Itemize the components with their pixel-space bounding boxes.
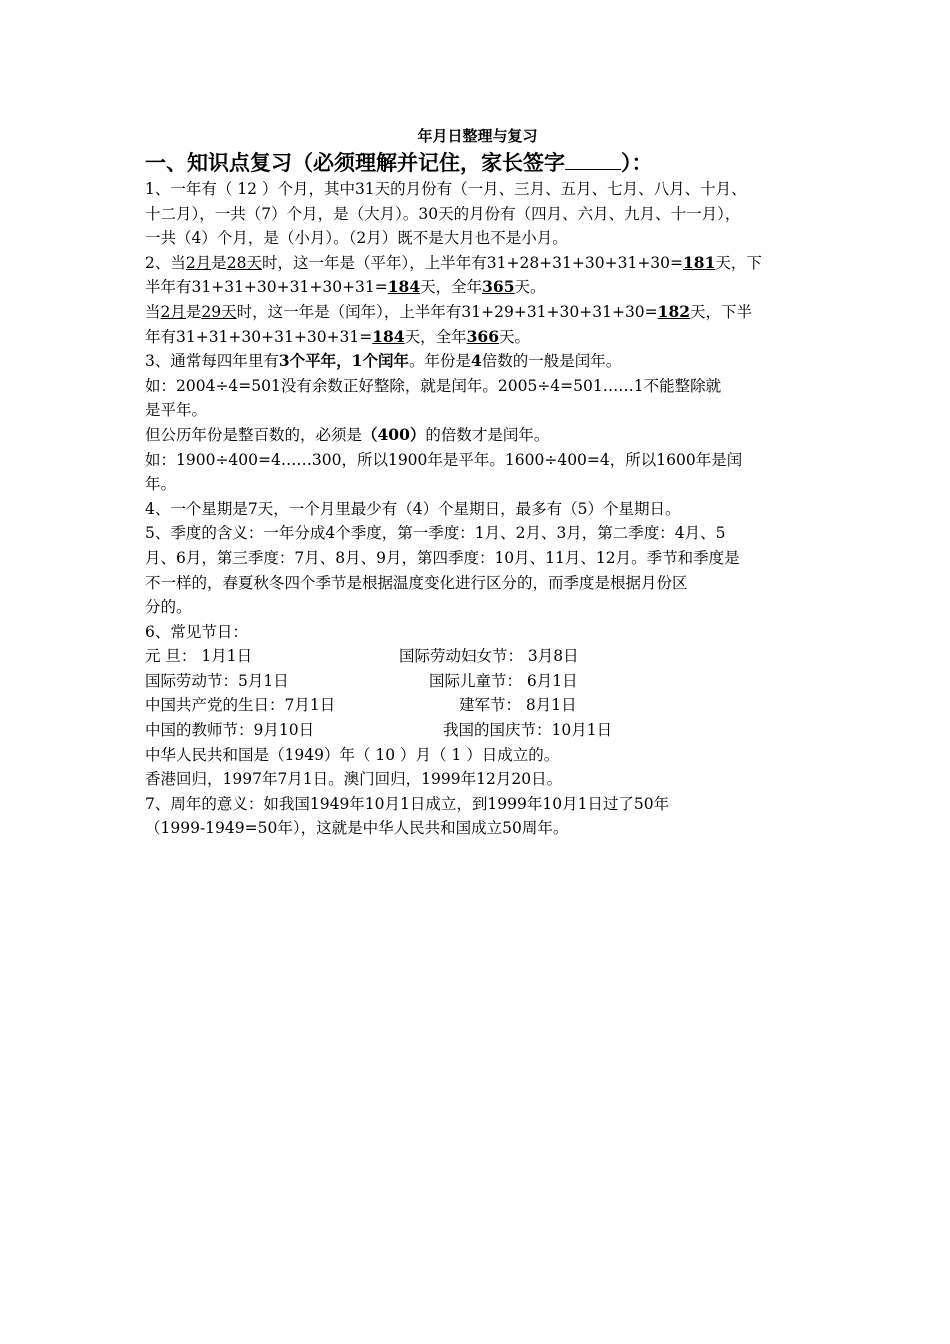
item5-line4: 分的。 — [145, 598, 192, 617]
february-underlined: 2月 — [160, 302, 186, 321]
holiday-row — [145, 693, 810, 718]
holiday-left: 元 旦： 1月1日 — [145, 647, 253, 666]
days-underlined: 28天 — [226, 253, 262, 272]
holiday-row — [145, 718, 810, 743]
holiday-left: 中国共产党的生日：7月1日 — [145, 696, 336, 715]
first-half-days: 181 — [683, 252, 716, 272]
text: 是 — [185, 302, 202, 321]
item7-line2: （1999-1949=50年），这就是中华人民共和国成立50周年。 — [145, 819, 569, 838]
item2a-line2 — [145, 275, 810, 300]
item3-example2-line1: 如：1900÷400=4……300，所以1900年是平年。1600÷400=4，所以1600年是闰 — [145, 450, 743, 469]
days-underlined: 29天 — [201, 302, 237, 321]
text: 时，这一年是（闰年），上半年有31+29+31+30+31+30= — [236, 302, 658, 321]
bold-leap-rule: 3个平年，1个闰年 — [278, 351, 409, 371]
section-heading-suffix: ）： — [621, 150, 653, 175]
holiday-right: 我国的国庆节：10月1日 — [443, 721, 613, 740]
second-half-days: 184 — [387, 277, 421, 297]
item6-heading: 6、常见节日： — [145, 622, 248, 641]
text: 。年份是 — [408, 352, 471, 371]
holiday-right: 建军节： 8月1日 — [459, 696, 577, 715]
text: 天，下半 — [690, 302, 753, 321]
holiday-row — [145, 669, 810, 694]
item2b-line2 — [145, 325, 810, 350]
holiday-left: 国际劳动节：5月1日 — [145, 671, 289, 690]
text: 当 — [145, 302, 161, 321]
holiday-left: 中国的教师节：9月10日 — [145, 721, 315, 740]
item5-line1: 5、季度的含义：一年分成4个季度，第一季度：1月、2月、3月，第二季度：4月、5 — [145, 524, 726, 543]
bold-four: 4 — [470, 351, 482, 371]
first-half-days: 182 — [657, 301, 691, 321]
document-title: 年月日整理与复习 — [417, 127, 538, 145]
february-underlined: 2月 — [185, 253, 212, 272]
item1-line1: 1、一年有（ 12 ）个月，其中31天的月份有（一月、三月、五月、七月、八月、十月、 — [145, 180, 747, 198]
holiday-row — [145, 644, 810, 669]
text: 3、通常每四年里有 — [145, 352, 279, 371]
item3-line1 — [145, 349, 810, 374]
document-page — [145, 124, 810, 841]
item2b-line1 — [145, 300, 810, 325]
return-dates-line: 香港回归，1997年7月1日。澳门回归，1999年12月20日。 — [145, 770, 563, 789]
year-total-days: 366 — [466, 326, 499, 346]
holiday-right: 国际儿童节： 6月1日 — [429, 671, 578, 690]
text: 天，全年 — [404, 327, 467, 346]
item3-example2-line2: 年。 — [145, 475, 177, 494]
holiday-right: 国际劳动妇女节： 3月8日 — [399, 647, 579, 666]
text: 天，全年 — [420, 278, 483, 297]
item1-line3: 一共（4）个月，是（小月）。（2月）既不是大月也不是小月。 — [145, 229, 568, 248]
item2a-line1 — [145, 251, 810, 276]
text: 2、当 — [145, 253, 186, 272]
year-total-days: 365 — [482, 277, 515, 297]
bold-400: （400） — [362, 424, 426, 444]
text: 天。 — [499, 327, 531, 346]
item3-century-rule — [145, 423, 810, 448]
item1-line2: 十二月），一共（7）个月，是（大月）。30天的月份有（四月、六月、九月、十一月）， — [145, 204, 741, 223]
text: 是 — [211, 253, 227, 272]
text: 倍数的一般是闰年。 — [481, 352, 622, 371]
text: 的倍数才是闰年。 — [425, 425, 550, 444]
parent-signature-blank — [565, 149, 621, 170]
text: 天。 — [514, 278, 546, 297]
item3-example1-line2: 是平年。 — [145, 401, 208, 420]
item3-example1-line1: 如：2004÷4=501没有余数正好整除，就是闰年。2005÷4=501……1不能整除就 — [145, 376, 722, 395]
item5-line2: 月、6月，第三季度：7月、8月、9月，第四季度：10月、11月、12月。季节和季度是 — [145, 548, 740, 567]
item7-line1: 7、周年的意义：如我国1949年10月1日成立，到1999年10月1日过了50年 — [145, 794, 670, 813]
section-heading-text: 一、知识点复习（必须理解并记住，家长签字 — [145, 150, 565, 175]
prc-founding-line: 中华人民共和国是（1949）年（ 10 ）月（ 1 ）日成立的。 — [145, 745, 560, 764]
item4-line: 4、一个星期是7天，一个月里最少有（4）个星期日，最多有（5）个星期日。 — [145, 499, 681, 518]
section-heading — [145, 148, 810, 177]
text: 时，这一年是（平年），上半年有31+28+31+30+31+30= — [262, 253, 684, 272]
text: 但公历年份是整百数的，必须是 — [145, 425, 363, 444]
item5-line3: 不一样的，春夏秋冬四个季节是根据温度变化进行区分的，而季度是根据月份区 — [145, 573, 688, 592]
text: 半年有31+31+30+31+30+31= — [145, 278, 388, 297]
text: 年有31+31+30+31+30+31= — [145, 327, 373, 346]
text: 天，下 — [715, 253, 762, 272]
second-half-days: 184 — [372, 326, 405, 346]
